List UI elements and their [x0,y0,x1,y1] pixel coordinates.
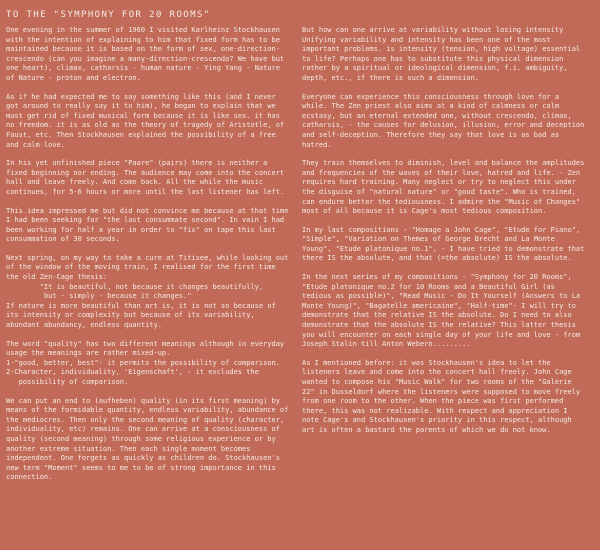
document-title: TO THE "SYMPHONY FOR 20 ROOMS" [6,10,211,20]
paragraph-right-5: In the next series of my compositions - "Symphony for 20 Rooms", "Etude platonique no.2 for 10 Rooms and a Beautiful Girl (as tedious as possible)", "Read Music - Do It Yourself (Answers to La Monte Young)", "Bagatelle americaine", "Half-time"- I will try to demonstrate that the relative IS the absolute. Do I need to also demonstrate that the absolute IS the relative? This latter thesis you will encounter on each single day of your life and love - from Joseph Stalin till Anton Webern......... [302,273,585,349]
paragraph-right-6: As I mentioned before: it was Stockhausen's idea to let the listeners leave and come into the concert hall freely. John Cage wanted to compose his "Music Walk" for two rooms of the "Galerie 22" in Dusseldorf where the listeners were supposed to move freely from one room to the other. When the piece was first performed there, this was not realizable. With respect and appreciation I note Cage's and Stockhausen's priority in this respect, although art is often a bastard the parents of which we do not know. [302,358,585,434]
paragraph-left-7: We can put an end to (aufheben) quality (in its first meaning) by means of the formidable quantity, endless variability, abundance of the mediocres. Then only the second meaning of quality (character, individuality, etc) remains. One can arrive at a consciousness of quality (second meaning) through some religious experience or by another extreme situation. Then each single moment becomes independent. One forgets as quickly as children do. Stockhausen's new term "Moment" seems to me to be of strong importance in this connection. [6,396,293,482]
paragraph-right-4: In my last compositions - "Homage a John Cage", "Etude for Piano", "Simple", "Variation on Themes of George Brecht and La Monte Young", "Etude platonique no.1", - I have tried to demonstrate that there IS the absolute, and that (=the absolute) IS the absolute. [302,225,589,263]
paragraph-right-3: They train themselves to diminish, level and balance the amplitudes and frequencies of the waves of their love, hatred and life. - Zen requires hard training. Many neglect or try to neglect this under the disguise of "natural nature" or "good taste". Who is trained, can endure better the tediousness. I admire the "Music of Changes" most of all because it is Cage's most tedious composition. [302,159,589,216]
paragraph-left-5: Next spring, on my way to take a cure at Titisee, while looking out of the window of the moving train, I realised for the first time the old Zen-Cage thesis: "It is beautiful, not because it changes beautifully, but - simply - because it changes." If nature is more beautiful than art is, it is not so because of its intensity or complexity but because of its variability, abundant abundancy, endless quantity. [6,253,289,330]
paragraph-right-1: But how can one arrive at variability without losing intensity Unifying variability and intensity has been one of the most important problems. is intensity (tension, high voltage) essential to life? Perhaps one has to substitute this physical dimension rather by a spiritual or ideological dimension, f.i. ambiguity, depth, etc., if there is such a dimension. [302,26,585,82]
paragraph-left-4: This idea impressed me but did not convince me because at that time I had been seeking for "the last consummate second". In vain I had been working for half a year in order to "fix" on tape this last consummation of 30 seconds. [6,206,293,244]
paragraph-left-2: As if he had expected me to say something like this (and I never got around to really say it to him), he began to explain that we must get rid of fixed musical form because it is like sex. it has no freedom. it is as old as the theory of tragedy of Aristotle, of Faust, etc. Then Stockhausen explained the possibility of a free and calm love. [6,92,289,149]
paragraph-left-6: The word "quality" has two different meanings although in everyday usage the meanings are rather mixed-up. 1-"good, better, best"- it permits the possibility of comparison. 2-Character, individuality, 'Eigenschaft', - it excludes the possibility of comparison. [6,339,285,386]
left-column [6,26,293,492]
paragraph-left-1: One evening in the summer of 1960 I visited Karlheinz Stockhausen with the intention of explaining to him that fixed form has to be maintained because it is based on the form of sex, one-direction-crescendo (can you imagine a many-direction-crescendo? We have but one heart), climax, catharsis - human nature - Ying Yang - Nature of Nature - proton and electron. [6,26,289,82]
right-column [302,26,589,445]
paragraph-left-3: In his yet unfinished piece "Paare" (pairs) there is neither a fixed beginning nor ending. The audience may come into the concert hall and leave freely. And come back. All the while the music continues, for 5-6 hours or more until the last listener has left. [6,159,289,196]
paragraph-right-2: Everyone can experience this consciousness through love for a while. The Zen priest also aims at a kind of calmness or calm ecstasy, but an eternal extended one, without crescendo, climax, catharsis, - the causes for delusion, illusion, error and deception and self-deception. Therefore they say that love is as bad as hatred. [302,92,589,149]
